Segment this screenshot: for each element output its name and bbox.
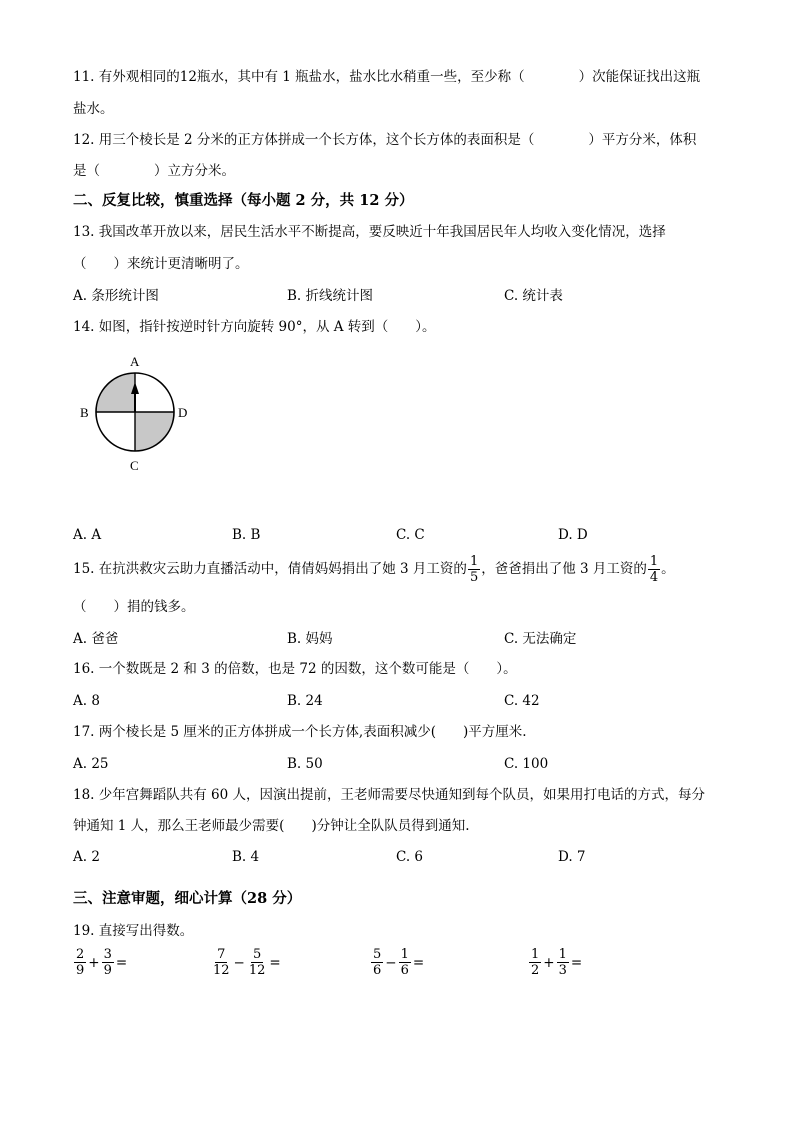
label-d: D <box>178 405 188 420</box>
q16-text: 16. 一个数既是 2 和 3 的倍数，也是 72 的因数，这个数可能是（ ）。 <box>73 661 517 677</box>
q15-option-c: C. 无法确定 <box>504 631 577 647</box>
q15-option-a: A. 爸爸 <box>73 631 119 647</box>
label-b: B <box>80 405 89 420</box>
q17-option-b: B. 50 <box>287 756 323 772</box>
q16-option-b: B. 24 <box>287 693 323 709</box>
q15-part3: 。 <box>661 561 675 577</box>
label-c: C <box>130 458 139 473</box>
q14-option-a: A. A <box>73 527 102 543</box>
q11-line1: 11. 有外观相同的12瓶水，其中有 1 瓶盐水，盐水比水稍重一些，至少称（ ）次能保证找出这瓶 <box>73 69 701 85</box>
q17-option-c: C. 100 <box>504 756 549 772</box>
q18-option-b: B. 4 <box>232 849 260 865</box>
q12-line2: 是（ ）立方分米。 <box>73 163 235 179</box>
q16-option-a: A. 8 <box>73 693 100 709</box>
q14-text: 14. 如图，指针按逆时针方向旋转 90°，从 A 转到（ ）。 <box>73 319 436 335</box>
q19-expression-1: $\frac{2}{9}$ + $\frac{3}{9}$ = <box>76 947 128 978</box>
q15-fraction-father: $\frac{1}{4}$ <box>649 554 659 585</box>
q18-option-a: A. 2 <box>73 849 100 865</box>
q19-expression-2: $\frac{7}{12}$ − $\frac{5}{12}$ = <box>213 947 281 978</box>
q15-fraction-mother: $\frac{1}{5}$ <box>469 554 479 585</box>
q19-expression-4: $\frac{1}{2}$ + $\frac{1}{3}$ = <box>531 947 583 978</box>
q18-option-d: D. 7 <box>558 849 586 865</box>
q14-option-d: D. D <box>558 527 588 543</box>
section3-heading: 三、注意审题，细心计算（28 分） <box>73 890 302 907</box>
q19-expression-3: $\frac{5}{6}$ − $\frac{1}{6}$ = <box>373 947 425 978</box>
q17-option-a: A. 25 <box>73 756 109 772</box>
q17-text: 17. 两个棱长是 5 厘米的正方体拼成一个长方体,表面积减少( )平方厘米. <box>73 724 527 740</box>
q16-option-c: C. 42 <box>504 693 540 709</box>
q13-option-b: B. 折线统计图 <box>287 288 374 304</box>
q15-part2: ，爸爸捐出了他 3 月工资的 <box>481 561 647 577</box>
label-a: A <box>130 354 140 369</box>
q13-line2: （ ）来统计更清晰明了。 <box>73 256 249 272</box>
q13-line1: 13. 我国改革开放以来，居民生活水平不断提高，要反映近十年我国居民年人均收入变化情况，选择 <box>73 224 666 240</box>
q19-text: 19. 直接写出得数。 <box>73 923 194 939</box>
q12-line1: 12. 用三个棱长是 2 分米的正方体拼成一个长方体，这个长方体的表面积是（ ）平方分米，体积 <box>73 132 697 148</box>
q13-option-c: C. 统计表 <box>504 288 563 304</box>
q14-option-b: B. B <box>232 527 261 543</box>
q18-line2: 钟通知 1 人，那么王老师最少需要( )分钟让全队队员得到通知. <box>73 818 470 834</box>
q15-part1: 15. 在抗洪救灾云助力直播活动中，倩倩妈妈捐出了她 3 月工资的 <box>73 561 467 577</box>
clock-dial-figure <box>70 348 200 478</box>
section2-heading: 二、反复比较，慎重选择（每小题 2 分，共 12 分） <box>73 192 414 209</box>
q15-option-b: B. 妈妈 <box>287 631 333 647</box>
q18-line1: 18. 少年宫舞蹈队共有 60 人，因演出提前，王老师需要尽快通知到每个队员，如果用打电话的方式，每分 <box>73 787 706 803</box>
q15-line1 <box>73 552 675 586</box>
q18-option-c: C. 6 <box>396 849 424 865</box>
q11-line2: 盐水。 <box>73 101 114 117</box>
q14-option-c: C. C <box>396 527 425 543</box>
q15-line2: （ ）捐的钱多。 <box>73 599 195 615</box>
q13-option-a: A. 条形统计图 <box>73 288 159 304</box>
